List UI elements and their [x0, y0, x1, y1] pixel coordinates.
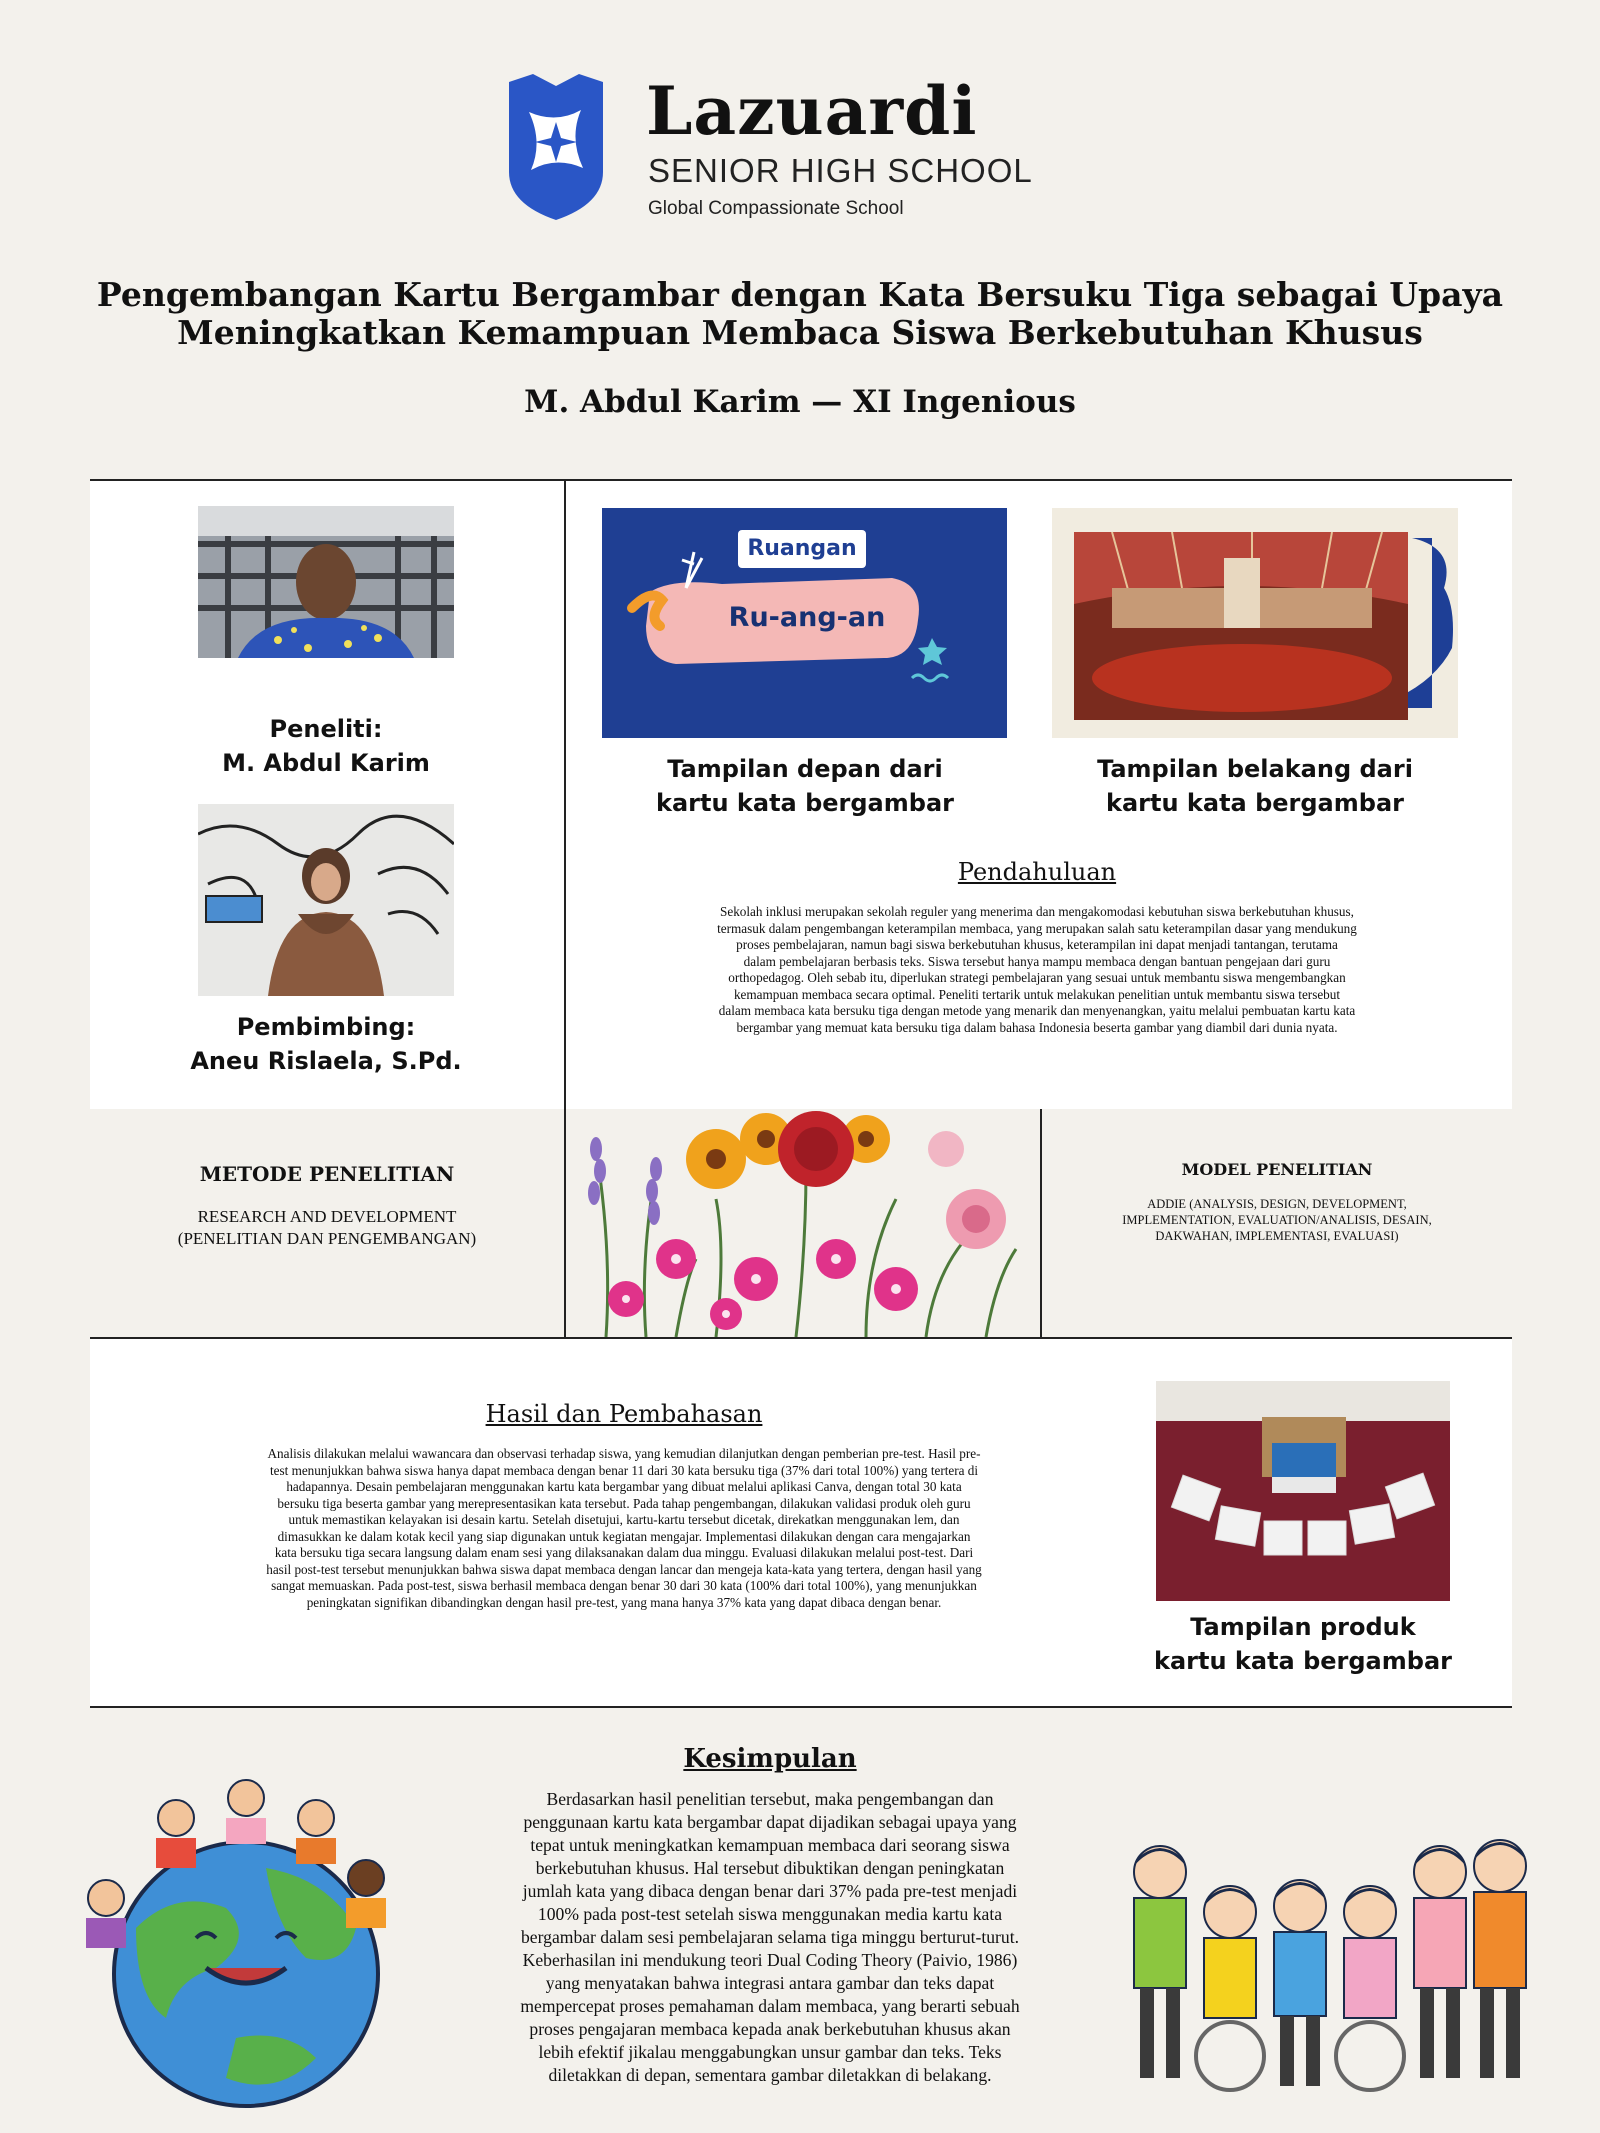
- school-subtitle: SENIOR HIGH SCHOOL: [648, 152, 1033, 189]
- advisor-name: Aneu Rislaela, S.Pd.: [190, 1047, 462, 1075]
- card-back-caption-line-2: kartu kata bergambar: [1106, 789, 1404, 817]
- pendahuluan-line: proses pembelajaran, namun bagi siswa berkebutuhan khusus, keterampilan ini dapat menjadi tantangan, terutama: [736, 937, 1338, 952]
- pendahuluan-line: orthopedagog. Oleh sebab itu, diperlukan strategi pembelajaran yang sesuai untuk membantu siswa mengembangkan: [728, 970, 1346, 985]
- metode-line-2: (PENELITIAN DAN PENGEMBANGAN): [177, 1229, 477, 1248]
- pendahuluan-line: termasuk dalam pengembangan keterampilan membaca, yang merupakan salah satu keterampilan dasar yang mendukung: [717, 920, 1357, 936]
- card-front-caption: [600, 752, 1010, 820]
- metode-line-1: RESEARCH AND DEVELOPMENT: [197, 1207, 457, 1226]
- card-front-word: Ruangan: [738, 530, 866, 568]
- hasil-line: sangat memuaskan. Pada post-test, siswa berhasil membaca dengan benar 30 dari 30 kata (100% dari total 100%), yang menunjukkan: [271, 1578, 977, 1593]
- kesimpulan-line: tepat untuk meningkatkan kemampuan membaca dari seorang siswa: [530, 1835, 1010, 1855]
- card-front-caption-line-1: Tampilan depan dari: [667, 755, 943, 783]
- card-back-image: [1052, 508, 1458, 738]
- advisor-role: Pembimbing:: [236, 1013, 416, 1041]
- hasil-line: hadapannya. Desain pembelajaran menggunakan kartu kata bergambar yang dibuat melalui aplikasi Canva, dengan total 30 kata: [286, 1479, 962, 1494]
- hasil-line: hasil post-test tersebut menunjukkan bahwa siswa dapat membaca dengan lancar dan mengeja kata-kata yang tertera, dengan hasil yang: [266, 1561, 982, 1577]
- pendahuluan-line: bergambar yang memuat kata bersuku tiga dalam bahasa Indonesia beserta gambar yang diambil dari dunia nyata.: [736, 1019, 1338, 1035]
- researcher-caption: [140, 712, 512, 780]
- pendahuluan-body: [600, 904, 1474, 1036]
- hasil-title: Hasil dan Pembahasan: [485, 1400, 763, 1428]
- card-back-caption-line-1: Tampilan belakang dari: [1097, 755, 1413, 783]
- kesimpulan-line: berkebutuhan khusus. Hal tersebut dibuktikan dengan peningkatan: [535, 1858, 1005, 1878]
- pendahuluan-title: Pendahuluan: [957, 858, 1117, 886]
- card-front-syllables: Ru-ang-an: [728, 602, 886, 633]
- product-photo: [1156, 1381, 1450, 1601]
- kesimpulan-line: jumlah kata yang dibaca dengan benar dari 37% pada pre-test menjadi: [522, 1881, 1018, 1901]
- hasil-line: kata bersuku tiga secara langsung dalam enam sesi yang dilaksanakan dalam dua minggu. Evaluasi dilakukan melalui post-test. Dari: [274, 1545, 974, 1560]
- poster-title: [80, 276, 1520, 352]
- children-group-illustration: [1120, 1836, 1540, 2106]
- school-name: Lazuardi: [646, 72, 978, 150]
- hasil-line: untuk memastikan kelayakan isi desain kartu. Setelah disetujui, kartu-kartu tersebut dicetak, direkatkan menggunakan lem, dan: [288, 1512, 960, 1527]
- pendahuluan-line: dalam membaca kata bersuku tiga dengan metode yang menarik dan menyenangkan, yaitu melalui pembuatan kartu kata: [718, 1003, 1356, 1018]
- poster-title-line-1: Pengembangan Kartu Bergambar dengan Kata Bersuku Tiga sebagai Upaya: [96, 275, 1504, 314]
- kesimpulan-line: proses pengajaran membaca kepada anak berkebutuhan khusus akan: [529, 2019, 1011, 2039]
- divider-hasil-top: [90, 1337, 1512, 1339]
- kesimpulan-line: penggunaan kartu kata bergambar dapat dijadikan sebagai upaya yang: [523, 1812, 1017, 1832]
- kesimpulan-title: Kesimpulan: [683, 1744, 857, 1774]
- researcher-photo: [198, 506, 454, 658]
- hasil-line: bersuku tiga beserta gambar yang merepresentasikan kata tersebut. Pada tahap pengembangan, dilakukan validasi produk oleh guru: [277, 1495, 971, 1511]
- model-subtitle: [1042, 1196, 1512, 1244]
- kesimpulan-body: [430, 1788, 1110, 2087]
- model-line: IMPLEMENTATION, EVALUATION/ANALISIS, DESAIN,: [1122, 1213, 1432, 1227]
- hasil-body: [150, 1446, 1098, 1611]
- pendahuluan-line: kemampuan membaca secara optimal. Peneliti tertarik untuk melakukan penelitian untuk membantu siswa tersebut: [733, 986, 1341, 1002]
- kesimpulan-line: Berdasarkan hasil penelitian tersebut, maka pengembangan dan: [546, 1789, 994, 1809]
- metode-title: METODE PENELITIAN: [199, 1162, 455, 1186]
- earth-kids-illustration: [56, 1778, 416, 2108]
- product-caption: [1120, 1610, 1486, 1678]
- product-caption-line-1: Tampilan produk: [1190, 1613, 1416, 1641]
- kesimpulan-line: lebih efektif jikalau menggabungkan unsur gambar dan teks. Teks: [538, 2042, 1002, 2062]
- divider-hasil-bottom: [90, 1706, 1512, 1708]
- hasil-line: test menunjukkan bahwa siswa hanya dapat membaca dengan benar 11 dari 30 kata bersuku tiga (37% dari total 100%) yang tertera di: [269, 1462, 979, 1478]
- pendahuluan-line: Sekolah inklusi merupakan sekolah reguler yang menerima dan mengakomodasi kebutuhan siswa berkebutuhan khusus,: [720, 904, 1354, 919]
- card-back-caption: [1050, 752, 1460, 820]
- kesimpulan-line: bergambar dalam sesi pembelajaran selama tiga minggu berturut-turut.: [521, 1927, 1019, 1947]
- advisor-photo: [198, 804, 454, 996]
- school-tagline: Global Compassionate School: [648, 198, 904, 219]
- advisor-caption: [140, 1010, 512, 1078]
- kesimpulan-line: yang menyatakan bahwa integrasi antara gambar dan teks dapat: [545, 1973, 995, 1993]
- poster-title-line-2: Meningkatkan Kemampuan Membaca Siswa Berkebutuhan Khusus: [177, 313, 1423, 352]
- researcher-role: Peneliti:: [269, 715, 383, 743]
- poster-author: M. Abdul Karim — XI Ingenious: [524, 384, 1076, 420]
- hasil-line: dimasukkan ke dalam kotak kecil yang siap digunakan untuk kegiatan mengajar. Implementasi dilakukan dengan cara mengajarkan: [277, 1528, 971, 1544]
- hasil-line: Analisis dilakukan melalui wawancara dan observasi terhadap siswa, yang kemudian dilanjutkan dengan pemberian pre-test. Hasil pre-: [267, 1446, 981, 1461]
- model-line: DAKWAHAN, IMPLEMENTASI, EVALUASI): [1155, 1229, 1399, 1243]
- kesimpulan-line: diletakkan di depan, sementara gambar diletakkan di belakang.: [548, 2065, 992, 2085]
- card-front-image: [602, 508, 1007, 738]
- kesimpulan-line: Keberhasilan ini mendukung teori Dual Coding Theory (Paivio, 1986): [522, 1950, 1018, 1970]
- school-logo-icon: [503, 72, 609, 222]
- kesimpulan-line: 100% pada post-test setelah siswa menggunakan media kartu kata: [537, 1904, 1003, 1924]
- card-front-caption-line-2: kartu kata bergambar: [656, 789, 954, 817]
- pendahuluan-line: dalam pembelajaran berbasis teks. Siswa tersebut hanya mampu membaca dengan bantuan pengejaan dari guru: [743, 953, 1331, 969]
- model-line: ADDIE (ANALYSIS, DESIGN, DEVELOPMENT,: [1147, 1197, 1407, 1211]
- hasil-line: peningkatan signifikan dibandingkan dengan hasil pre-test, yang mana hanya 37% kata yang dapat dibaca dengan benar.: [306, 1594, 942, 1610]
- researcher-name: M. Abdul Karim: [222, 749, 430, 777]
- model-title: MODEL PENELITIAN: [1181, 1160, 1373, 1179]
- product-caption-line-2: kartu kata bergambar: [1154, 1647, 1452, 1675]
- kesimpulan-line: mempercepat proses pemahaman dalam membaca, yang berarti sebuah: [520, 1996, 1020, 2016]
- divider-top: [90, 479, 1512, 481]
- metode-subtitle: [90, 1206, 564, 1250]
- flowers-illustration: [566, 1109, 1040, 1337]
